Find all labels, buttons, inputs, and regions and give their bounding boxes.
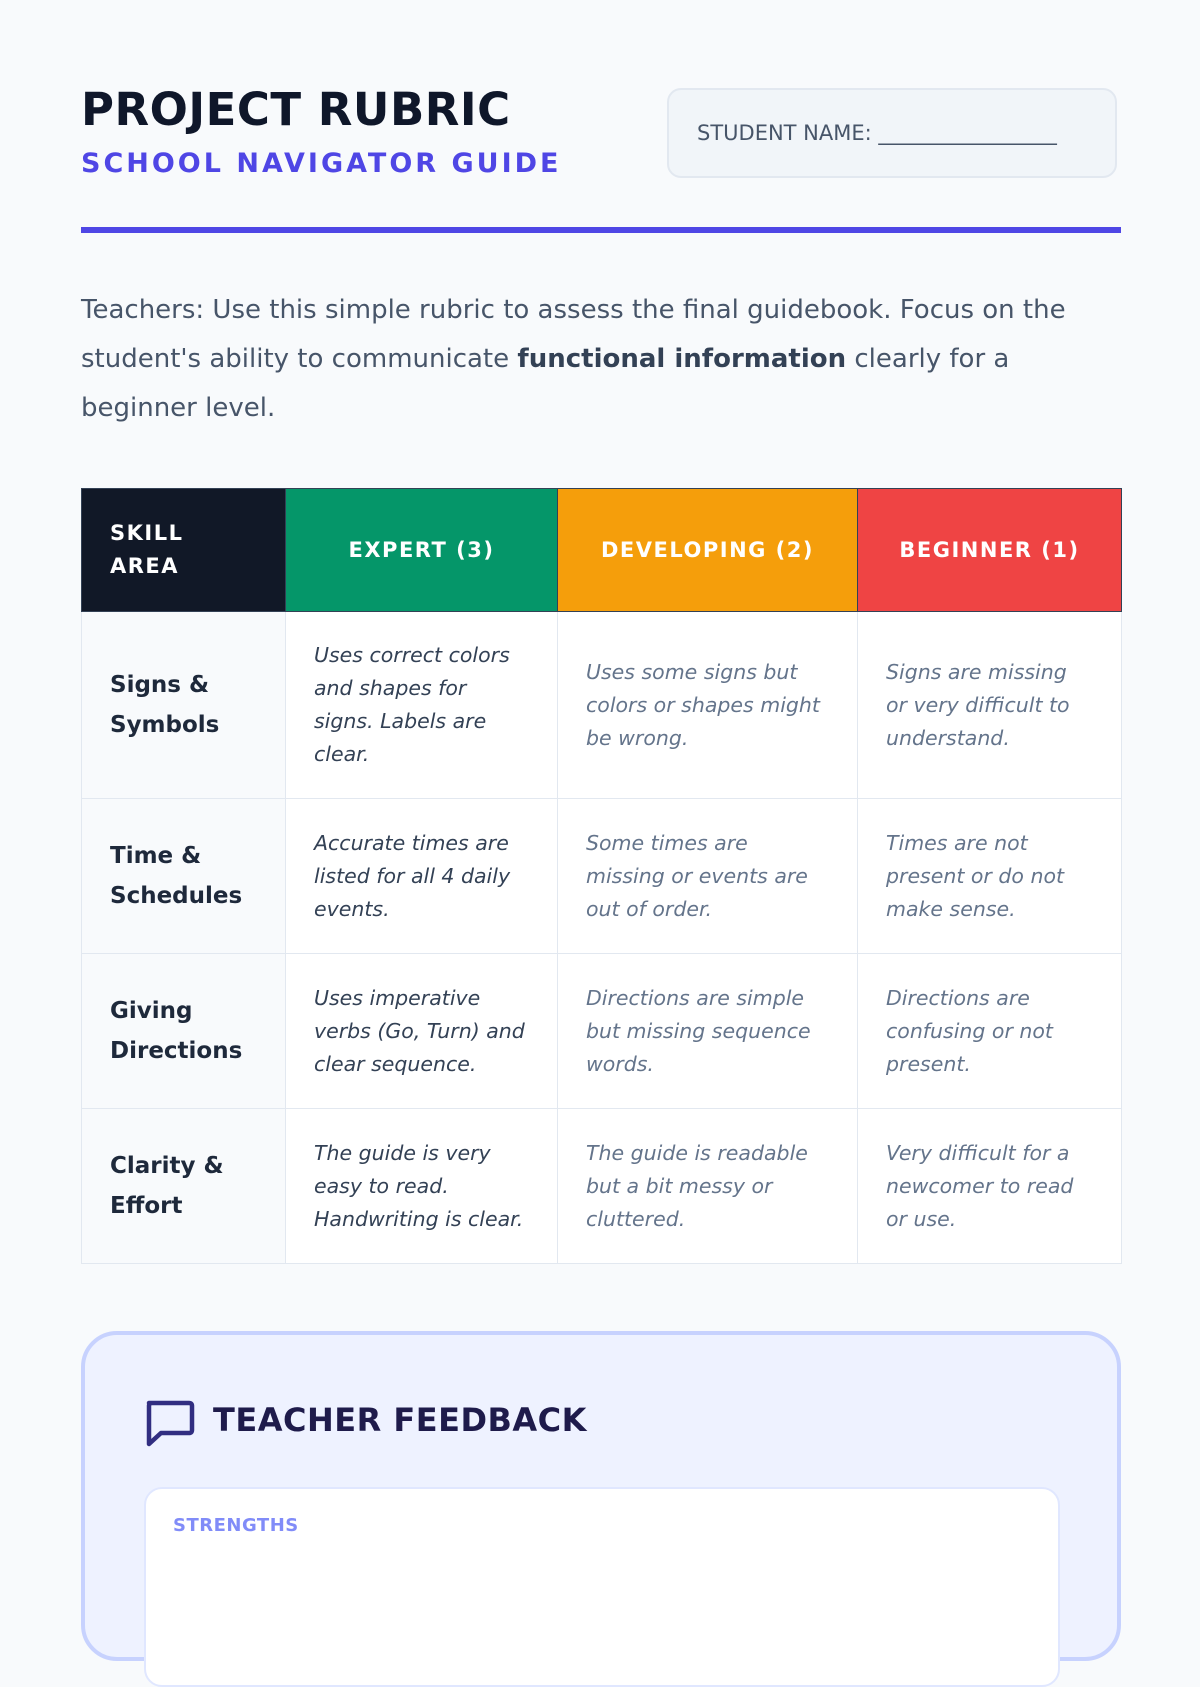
strengths-field[interactable] <box>144 1487 1060 1687</box>
page-title: PROJECT RUBRIC <box>81 83 511 136</box>
student-name-field[interactable] <box>667 88 1117 178</box>
rubric-header-row <box>82 489 1122 612</box>
developing-cell: Directions are simple but missing sequence words. <box>558 954 858 1109</box>
header-skill-line2: AREA <box>110 554 180 578</box>
header-skill-line1: SKILL <box>110 521 184 545</box>
header-expert: EXPERT (3) <box>286 489 558 612</box>
header-divider <box>81 227 1121 233</box>
rubric-table <box>81 488 1122 1264</box>
header-developing: DEVELOPING (2) <box>558 489 858 612</box>
developing-cell: Uses some signs but colors or shapes might be wrong. <box>558 612 858 799</box>
skill-area-cell <box>82 1109 286 1264</box>
skill-area-line1: Signs & <box>110 672 210 698</box>
intro-text-start: Teachers: Use this simple rubric to assess the final guidebook. Focus on the student's ability to communicate <box>81 295 1066 374</box>
beginner-cell: Times are not present or do not make sense. <box>858 799 1122 954</box>
speech-bubble-icon <box>143 1397 195 1447</box>
header <box>81 0 1121 235</box>
intro-text-bold: functional information <box>517 344 847 374</box>
beginner-cell: Directions are confusing or not present. <box>858 954 1122 1109</box>
expert-cell: Uses imperative verbs (Go, Turn) and clear sequence. <box>286 954 558 1109</box>
skill-area-cell <box>82 799 286 954</box>
table-row <box>82 954 1122 1109</box>
skill-area-cell <box>82 954 286 1109</box>
expert-cell: Accurate times are listed for all 4 daily events. <box>286 799 558 954</box>
expert-cell: Uses correct colors and shapes for signs. Labels are clear. <box>286 612 558 799</box>
student-name-label: STUDENT NAME: _________________ <box>697 121 1057 145</box>
table-row <box>82 799 1122 954</box>
beginner-cell: Very difficult for a newcomer to read or use. <box>858 1109 1122 1264</box>
page-subtitle: SCHOOL NAVIGATOR GUIDE <box>81 148 562 179</box>
beginner-cell: Signs are missing or very difficult to understand. <box>858 612 1122 799</box>
feedback-title: TEACHER FEEDBACK <box>213 1401 587 1439</box>
table-row <box>82 612 1122 799</box>
skill-area-line1: Clarity & <box>110 1153 224 1179</box>
intro-paragraph <box>81 286 1121 433</box>
teacher-feedback-panel <box>81 1331 1121 1661</box>
table-row <box>82 1109 1122 1264</box>
developing-cell: The guide is readable but a bit messy or cluttered. <box>558 1109 858 1264</box>
developing-cell: Some times are missing or events are out of order. <box>558 799 858 954</box>
strengths-label: STRENGTHS <box>173 1515 299 1536</box>
expert-cell: The guide is very easy to read. Handwriting is clear. <box>286 1109 558 1264</box>
skill-area-line2: Effort <box>110 1193 183 1219</box>
skill-area-cell <box>82 612 286 799</box>
header-beginner: BEGINNER (1) <box>858 489 1122 612</box>
rubric-page <box>81 0 1121 1536</box>
skill-area-line1: Giving <box>110 998 193 1024</box>
skill-area-line2: Schedules <box>110 883 243 909</box>
skill-area-line2: Directions <box>110 1038 243 1064</box>
skill-area-line2: Symbols <box>110 712 220 738</box>
intro-text-end: clearly for a beginner level. <box>81 344 1010 423</box>
skill-area-line1: Time & <box>110 843 202 869</box>
header-skill-area <box>82 489 286 612</box>
